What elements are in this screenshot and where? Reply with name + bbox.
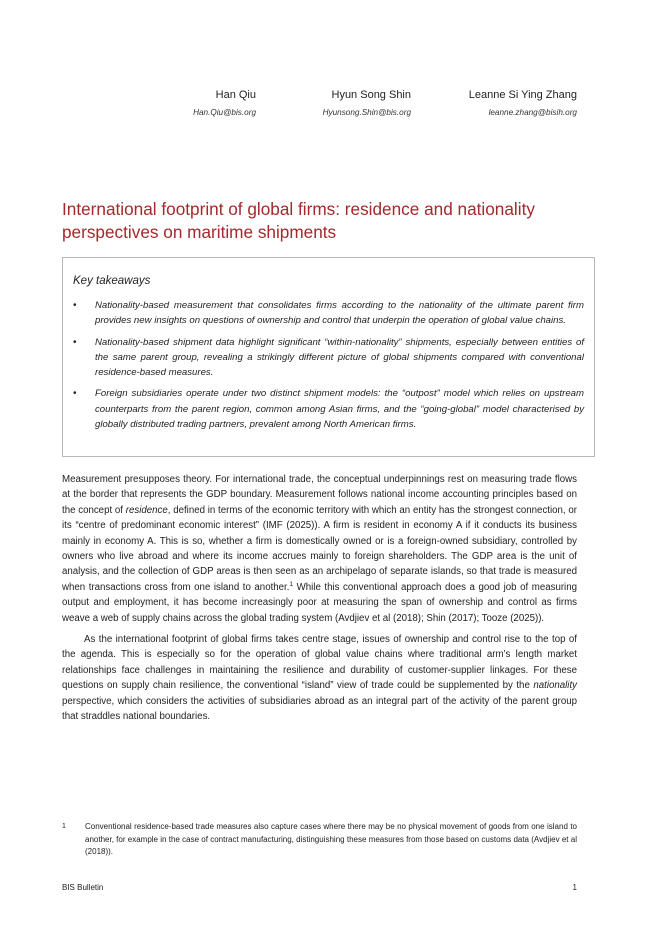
- body-text: [62, 472, 577, 731]
- author-name: Han Qiu: [215, 89, 256, 101]
- author-block: [62, 88, 577, 128]
- paragraph-2: As the international footprint of global firms takes centre stage, issues of ownership and control rise to the top of the agenda. This is especially so for the operation of global value chains where traditional arm’s length market relationships face challenges in maintaining the resilience and durability of customer-supplier linkages. For these questions on supply chain resilience, the conventional “island” view of trade could be supplemented by the nationality perspective, which considers the activities of subsidiaries abroad as an integral part of the activity of the parent group that straddles national boundaries.: [62, 634, 577, 723]
- takeaway-text: Nationality-based measurement that consolidates firms according to the nationality of the ultimate parent firm provides new insights on questions of ownership and control that underpin the operation of global value chains.: [95, 300, 584, 327]
- list-item: [73, 386, 584, 432]
- takeaway-text: Nationality-based shipment data highlight significant “within-nationality” shipments, especially between entities of the same parent group, revealing a strikingly different picture of global shipments compared with conventional residence-based measures.: [95, 336, 584, 379]
- footnote-ref[interactable]: 1: [289, 580, 294, 588]
- key-takeaways-box: [62, 257, 595, 457]
- author-name: Hyun Song Shin: [331, 89, 411, 101]
- author-han-qiu: [193, 88, 256, 118]
- footnote-number: 1: [62, 823, 66, 830]
- author-email[interactable]: leanne.zhang@bisih.org: [488, 108, 577, 117]
- key-takeaways-heading: Key takeaways: [73, 275, 151, 287]
- author-leanne-zhang: [469, 88, 577, 118]
- list-item: [73, 335, 584, 381]
- page-number: 1: [572, 883, 577, 892]
- bullet-icon: •: [73, 336, 77, 348]
- paragraph-1: Measurement presupposes theory. For international trade, the conceptual underpinnings rest on measuring trade flows at the border that represents the GDP boundary. Measurement follows national income accounting principles based on the concept of residence, defined in terms of the economic territory with which an entity has the strongest connection, or its “centre of predominant economic interest” (IMF (2025)). A firm is resident in economy A if it conducts its business mainly in economy A. This is so, whether a firm is domestically owned or is a foreign-owned subsidiary, controlled by owners who live abroad and where its income accrues mainly to foreign shareholders. The GDP area is the unit of analysis, and the collection of GDP areas is then seen as an archipelago of separate islands, so that trade is measured when transactions cross from one island to another.$^1$ While this conventional approach does a good job of measuring output and employment, it has become increasingly poor at measuring the span of ownership and control as firms weave a web of supply chains across the global trading system (Avdjiev et al (2018); Shin (2017); Tooze (2025)).: [62, 474, 577, 624]
- page-title: International footprint of global firms: residence and nationality perspectives on maritime shipments: [62, 199, 535, 242]
- bullet-icon: •: [73, 300, 77, 311]
- takeaway-text: Foreign subsidiaries operate under two distinct shipment models: the “outpost” model which relies on upstream counterparts from the parent region, common among Asian firms, and the “going-global” model characterised by globally distributed trading partners, prevalent among North American firms.: [95, 388, 584, 431]
- author-email[interactable]: Hyunsong.Shin@bis.org: [322, 108, 411, 117]
- publication-name: BIS Bulletin: [62, 883, 104, 892]
- author-name: Leanne Si Ying Zhang: [468, 89, 577, 101]
- footnote: [62, 821, 577, 859]
- bullet-icon: •: [73, 388, 77, 400]
- footnote-text: Conventional residence-based trade measures also capture cases where there may be no physical movement of goods from one island to another, for example in the case of contract manufacturing, distinguishing these measures from those based on customs data (Avdjiev et al (2018)).: [85, 822, 577, 856]
- list-item: [73, 298, 584, 329]
- author-email[interactable]: Han.Qiu@bis.org: [193, 108, 256, 117]
- key-takeaways-list: [73, 298, 584, 432]
- author-hyun-song-shin: [323, 88, 411, 118]
